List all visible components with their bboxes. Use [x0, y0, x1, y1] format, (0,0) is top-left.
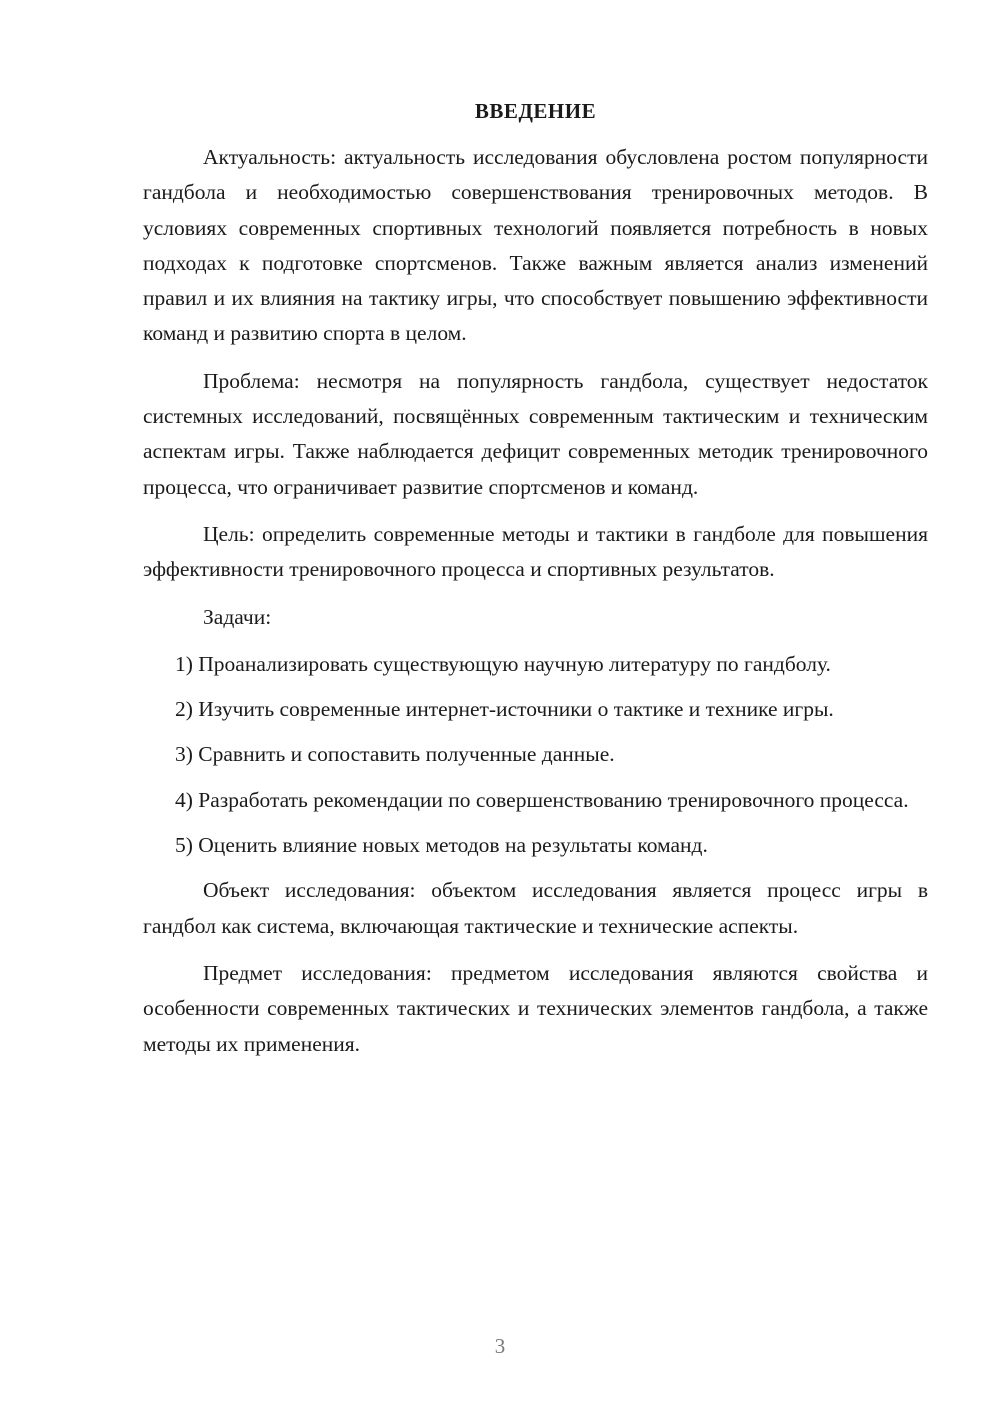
task-item-5: 5) Оценить влияние новых методов на результаты команд.	[175, 833, 708, 858]
paragraph-problem: Проблема: несмотря на популярность гандбола, существует недостаток системных исследований, посвящённых современным тактическим и техническим аспектам игры. Также наблюдается дефицит современных методик тренировочного процесса, что ограничивает развитие спортсменов и команд.	[143, 368, 928, 499]
page-number: 3	[494, 1334, 506, 1358]
paragraph-subject: Предмет исследования: предметом исследования являются свойства и особенности современных тактических и технических элементов гандбола, а также методы их применения.	[143, 960, 928, 1056]
document-page	[143, 94, 928, 1074]
paragraph-relevance: Актуальность: актуальность исследования обусловлена ростом популярности гандбола и необходимостью совершенствования тренировочных методов. В условиях современных спортивных технологий появляется потребность в новых подходах к подготовке спортсменов. Также важным является анализ изменений правил и их влияния на тактику игры, что способствует повышению эффективности команд и развитию спорта в целом.	[143, 145, 928, 346]
task-item-1: 1) Проанализировать существующую научную литературу по гандболу.	[175, 651, 831, 676]
tasks-heading: Задачи:	[203, 604, 272, 629]
paragraph-object: Объект исследования: объектом исследования является процесс игры в гандбол как система, включающая тактические и технические аспекты.	[143, 878, 928, 938]
section-title: ВВЕДЕНИЕ	[474, 99, 597, 123]
paragraph-goal: Цель: определить современные методы и тактики в гандболе для повышения эффективности тренировочного процесса и спортивных результатов.	[143, 521, 928, 582]
task-item-4: 4) Разработать рекомендации по совершенствованию тренировочного процесса.	[175, 787, 909, 812]
task-item-3: 3) Сравнить и сопоставить полученные данные.	[175, 742, 615, 767]
task-item-2: 2) Изучить современные интернет-источники о тактике и технике игры.	[175, 697, 834, 722]
